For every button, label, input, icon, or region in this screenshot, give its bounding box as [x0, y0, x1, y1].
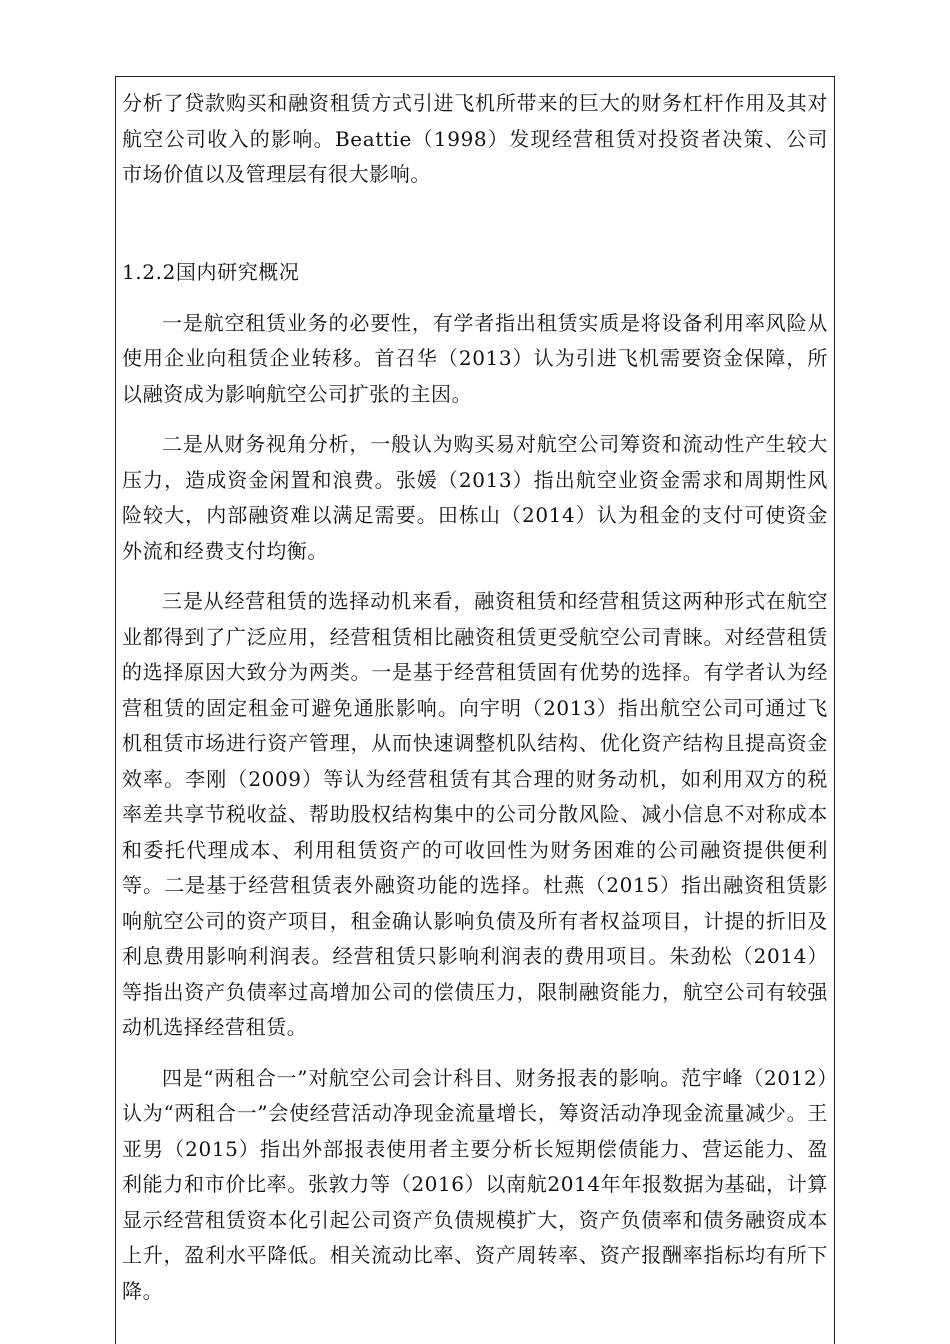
paragraph-financial-view: 二是从财务视角分析，一般认为购买易对航空公司筹资和流动性产生较大压力，造成资金闲置和浪费。张媛（2013）指出航空业资金需求和周期性风险较大，内部融资难以满足需要。田栋山（2014）认为租金的支付可使资金外流和经费支付均衡。	[122, 432, 828, 563]
intro-paragraph: 分析了贷款购买和融资租赁方式引进飞机所带来的巨大的财务杠杆作用及其对航空公司收入的影响。Beattie（1998）发现经营租赁对投资者决策、公司市场价值以及管理层有很大影响。	[122, 91, 828, 186]
paragraph-two-leases-impact: 四是“两租合一”对航空公司会计科目、财务报表的影响。范宇峰（2012）认为“两租合一”会使经营活动净现金流量增长，筹资活动净现金流量减少。王亚男（2015）指出外部报表使用者主要分析长短期偿债能力、营运能力、盈利能力和市价比率。张敦力等（2016）以南航2014年年报数据为基础，计算显示经营租赁资本化引起公司资产负债规模扩大，资产负债率和债务融资成本上升，盈利水平降低。相关流动比率、资产周转率、资产报酬率指标均有所下降。	[122, 1065, 828, 1303]
paragraph-operating-lease-motive: 三是从经营租赁的选择动机来看，融资租赁和经营租赁这两种形式在航空业都得到了广泛应用，经营租赁相比融资租赁更受航空公司青睐。对经营租赁的选择原因大致分为两类。一是基于经营租赁固有优势的选择。有学者认为经营租赁的固定租金可避免通胀影响。向宇明（2013）指出航空公司可通过飞机租赁市场进行资产管理，从而快速调整机队结构、优化资产结构且提高资金效率。李刚（2009）等认为经营租赁有其合理的财务动机，如利用双方的税率差共享节税收益、帮助股权结构集中的公司分散风险、减小信息不对称成本和委托代理成本、利用租赁资产的可收回性为财务困难的公司融资提供便利等。二是基于经营租赁表外融资功能的选择。杜燕（2015）指出融资租赁影响航空公司的资产项目，租金确认影响负债及所有者权益项目，计提的折旧及利息费用影响利润表。经营租赁只影响利润表的费用项目。朱劲松（2014）等指出资产负债率过高增加公司的偿债压力，限制融资能力，航空公司有较强动机选择经营租赁。	[122, 589, 828, 1039]
document-body	[122, 86, 828, 1324]
paragraph-necessity: 一是航空租赁业务的必要性，有学者指出租赁实质是将设备利用率风险从使用企业向租赁企业转移。首召华（2013）认为引进飞机需要资金保障，所以融资成为影响航空公司扩张的主因。	[122, 310, 828, 406]
section-heading: 1.2.2国内研究概况	[122, 259, 300, 284]
